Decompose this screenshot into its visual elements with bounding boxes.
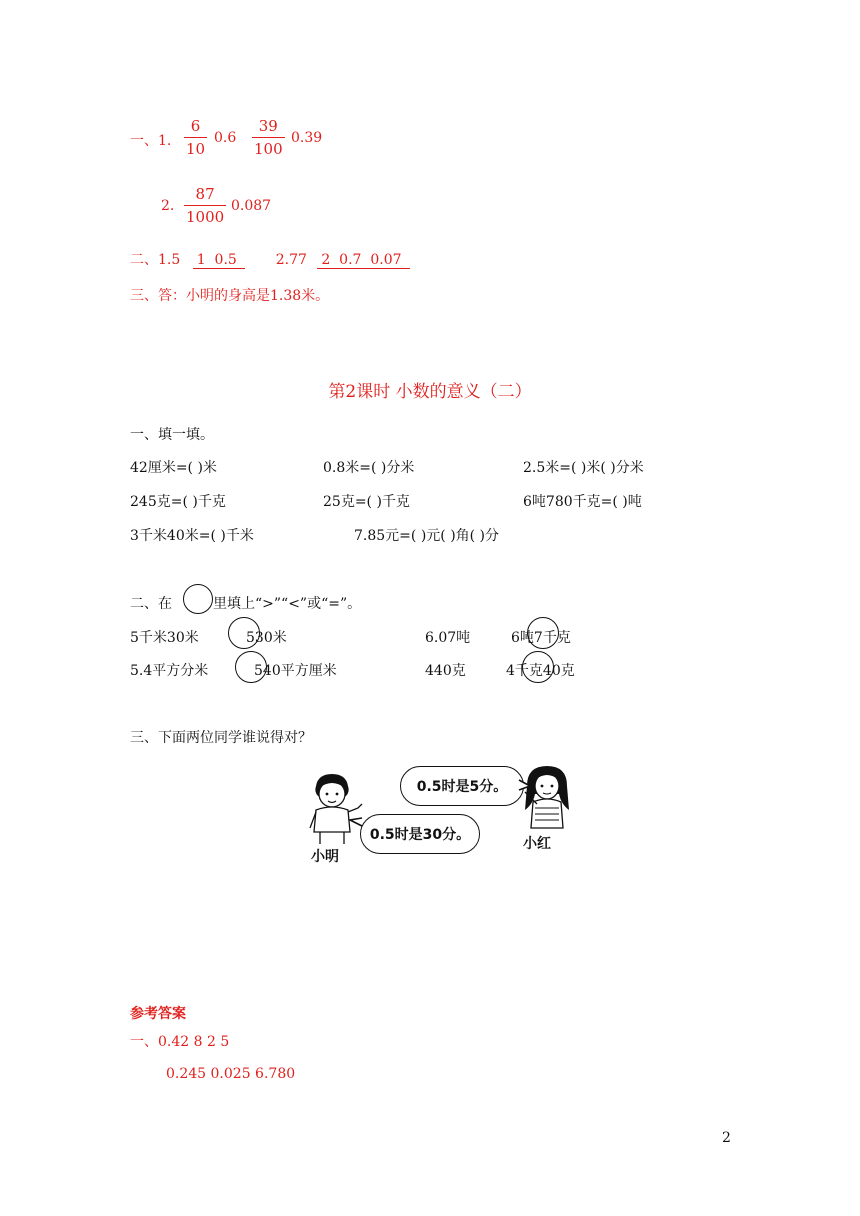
q1-item: 0.8米=( )分米: [323, 460, 415, 476]
bubble-text: 0.5时是30分。: [369, 827, 471, 843]
fraction-bar: [184, 205, 226, 206]
reference-answer-line: 一、0.42 8 2 5: [130, 1034, 230, 1050]
speech-bubble-boy: [360, 814, 480, 854]
q1-item: 3千米40米=( )千米: [130, 528, 254, 544]
answer-line2-prefix: 2.: [161, 198, 175, 214]
answer-value: 0.6: [214, 130, 237, 146]
answer-value: 0.39: [291, 130, 323, 146]
q2-item-left: 5.4平方分米: [130, 663, 209, 679]
answer-text: 0.5: [214, 252, 237, 268]
q1-item: 25克=( )千克: [323, 494, 410, 510]
answer-text: 0.07: [370, 252, 402, 268]
q1-item: 245克=( )千克: [130, 494, 226, 510]
fraction-denominator: 10: [186, 140, 206, 158]
boy-illustration: [302, 770, 364, 846]
speech-bubble-girl: [400, 766, 524, 806]
lesson-title: 第2课时 小数的意义（二）: [328, 382, 532, 402]
fraction-numerator: 6: [190, 117, 201, 135]
answer-line1-prefix: 一、1.: [130, 133, 172, 149]
q2-item-left: 6.07吨: [425, 630, 471, 646]
answer-text: 2.77: [275, 252, 307, 268]
fraction-denominator: 100: [254, 140, 283, 158]
girl-name: 小红: [523, 836, 551, 852]
underlined-answer: [193, 252, 246, 269]
fraction-numerator: 39: [258, 117, 278, 135]
q2-item-left: 440克: [425, 663, 466, 679]
q1-item: 42厘米=( )米: [130, 460, 217, 476]
q2-heading-part1: 二、在: [130, 596, 172, 612]
fraction-87-1000: [184, 185, 226, 226]
q2-heading-part2: 里填上“>”“<”或“=”。: [213, 596, 362, 612]
answer-value: 0.087: [231, 198, 272, 214]
reference-answer-line: 0.245 0.025 6.780: [166, 1066, 296, 1082]
fraction-bar: [252, 137, 285, 138]
q3-heading: 三、下面两位同学谁说得对？: [130, 730, 312, 746]
answer-text: 二、1.5: [130, 252, 181, 268]
q2-item-right: 4千克40克: [506, 663, 575, 679]
q2-item-right: 530米: [246, 630, 287, 646]
page-number: 2: [722, 1130, 731, 1146]
underlined-answer: [317, 252, 410, 269]
reference-answers-heading: 参考答案: [130, 1006, 186, 1022]
bubble-tail-icon: [348, 814, 364, 828]
answer-circle: [183, 584, 213, 614]
answer-text: 2: [321, 252, 331, 268]
q1-item: 6吨780千克=( )吨: [523, 494, 642, 510]
fraction-39-100: [252, 117, 285, 158]
q1-heading: 一、填一填。: [130, 427, 214, 443]
q1-item: 2.5米=( )米( )分米: [523, 460, 644, 476]
answer-line4: 三、答：小明的身高是1.38米。: [130, 288, 330, 304]
answer-line3: [130, 249, 410, 269]
bubble-text: 0.5时是5分。: [416, 779, 508, 795]
fraction-denominator: 1000: [186, 208, 225, 226]
bubble-tail-icon: [518, 778, 532, 792]
answer-text: 1: [196, 252, 206, 268]
q2-item-right: 6吨7千克: [511, 630, 571, 646]
q2-item-left: 5千米30米: [130, 630, 199, 646]
fraction-bar: [184, 137, 207, 138]
q1-item: 7.85元=( )元( )角( )分: [354, 528, 500, 544]
girl-illustration: [515, 764, 579, 830]
q2-item-right: 540平方厘米: [254, 663, 337, 679]
fraction-numerator: 87: [195, 185, 215, 203]
boy-name: 小明: [311, 849, 339, 865]
fraction-6-10: [184, 117, 207, 158]
answer-text: 0.7: [339, 252, 362, 268]
